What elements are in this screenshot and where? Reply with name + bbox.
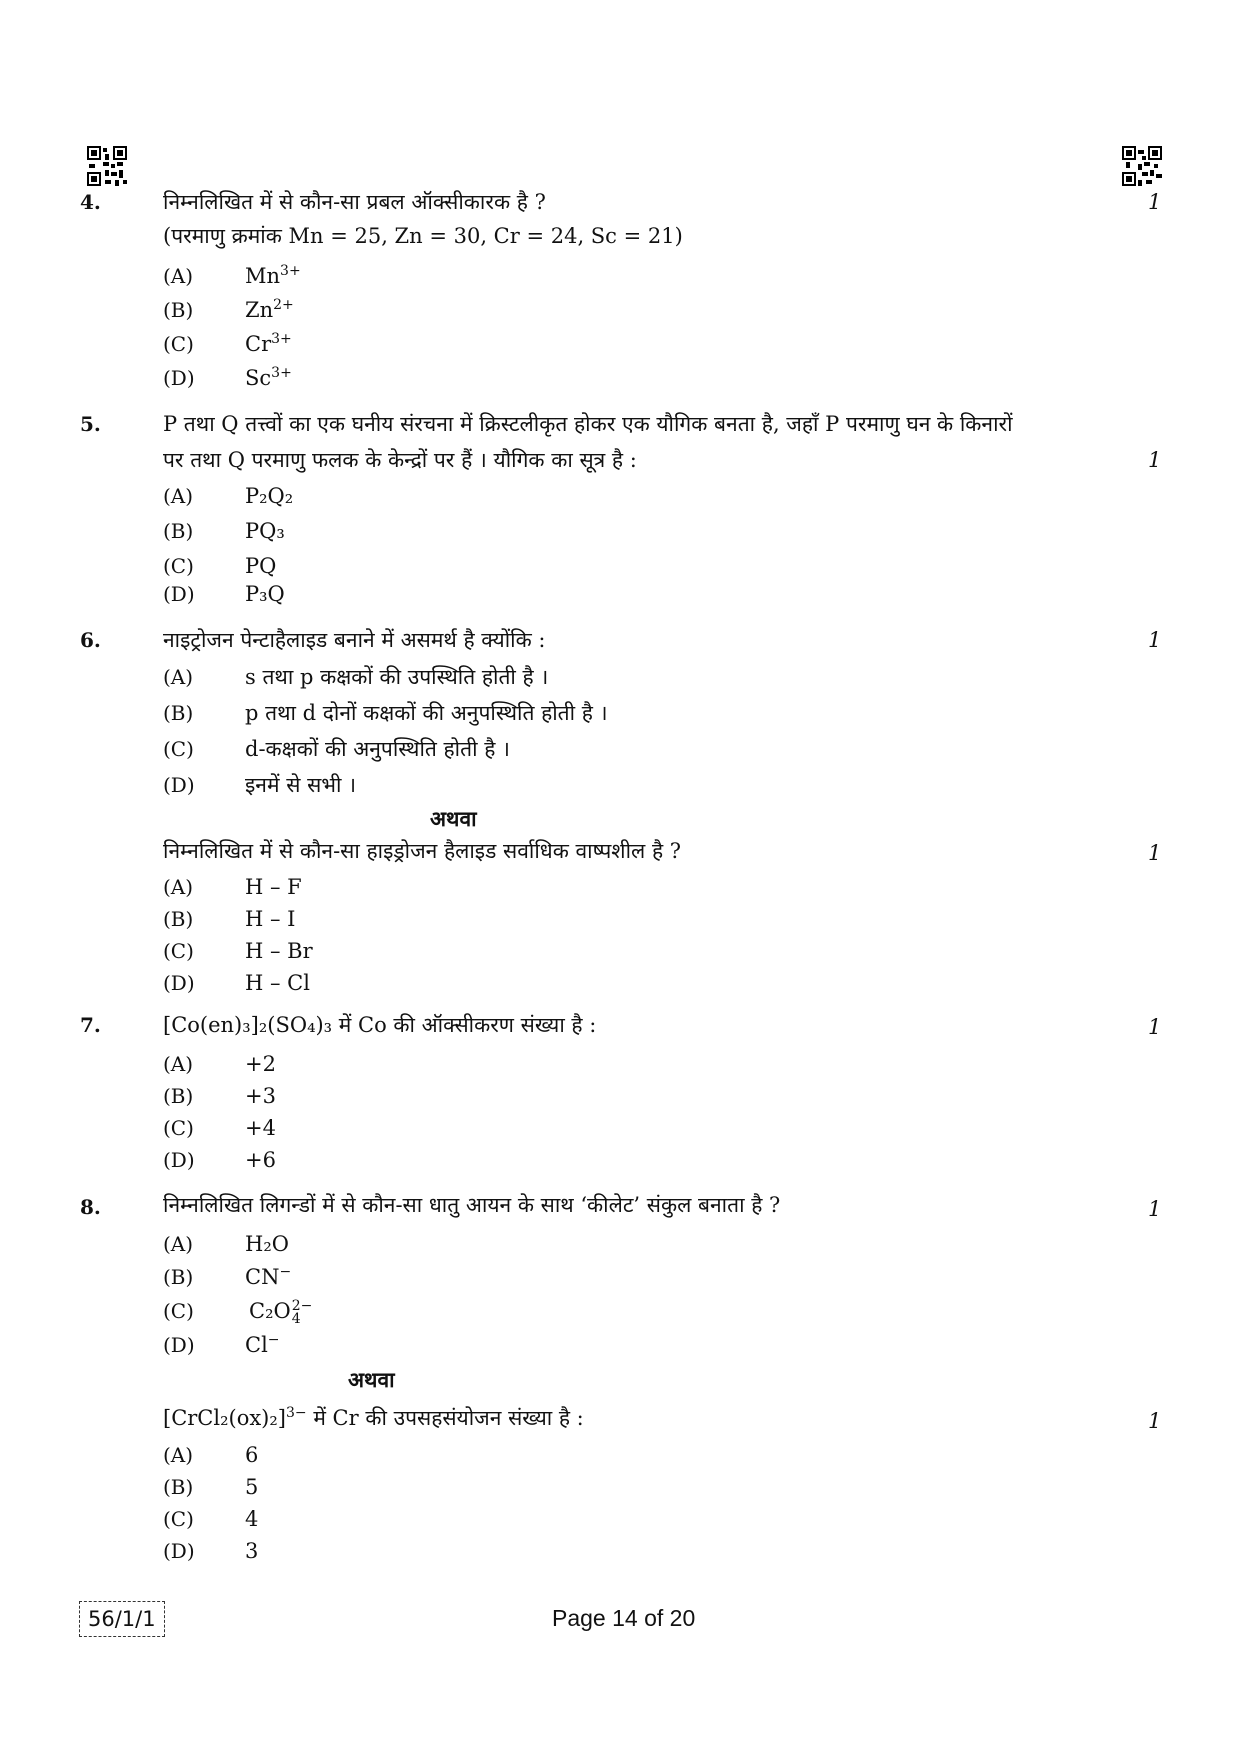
option-text: 4 [245,1507,259,1531]
question-marks: 1 [1148,448,1162,472]
option-label: (B) [163,907,194,931]
option-text: P₃Q [245,582,285,606]
option-text: +6 [245,1148,276,1172]
option-label: (B) [163,1475,194,1499]
option-label: (D) [163,366,195,390]
option-text: C₂O 2− 4 [249,1297,313,1327]
option-label: (A) [163,875,194,899]
option-text: इनमें से सभी । [245,773,357,797]
question-number: 6. [80,628,101,652]
page-number: Page 14 of 20 [552,1605,696,1631]
option-text: p तथा d दोनों कक्षकों की अनुपस्थिति होती है । [245,701,608,725]
question-number: 8. [80,1195,101,1219]
question-stem: नाइट्रोजन पेन्टाहैलाइड बनाने में असमर्थ है क्योंकि : [163,628,546,652]
option-label: (C) [163,332,194,356]
option-text: PQ [245,554,277,578]
option-label: (B) [163,298,194,322]
option-label: (B) [163,519,194,543]
option-label: (B) [163,701,194,725]
question-marks: 1 [1148,1197,1162,1221]
option-label: (C) [163,554,194,578]
question-stem: P तथा Q तत्त्वों का एक घनीय संरचना में क्रिस्टलीकृत होकर एक यौगिक बनता है, जहाँ P परमाणु घन के किनारों [163,412,1013,436]
option-label: (C) [163,1507,194,1531]
option-text: H – F [245,875,302,899]
option-label: (D) [163,773,195,797]
option-label: (B) [163,1265,194,1289]
option-label: (D) [163,971,195,995]
option-text: $Cr^{3+}$ [245,331,292,356]
option-label: (A) [163,665,194,689]
question-number: 4. [80,190,101,214]
option-text: $Sc^{3+}$ [245,365,292,390]
option-text: +2 [245,1052,276,1076]
option-label: (C) [163,737,194,761]
option-text: CN− [245,1264,292,1289]
question-number: 7. [80,1013,101,1037]
option-label: (D) [163,1148,195,1172]
option-label: (A) [163,484,194,508]
question-stem: [Co(en)₃]₂(SO₄)₃ में Co की ऑक्सीकरण संख्या है : [163,1013,597,1037]
option-text: PQ₃ [245,519,285,543]
qr-code-icon [1122,146,1162,186]
qr-code-right [1122,146,1162,186]
question-stem: पर तथा Q परमाणु फलक के केन्द्रों पर हैं । यौगिक का सूत्र है : [163,448,637,472]
paper-code: 56/1/1 [79,1601,165,1637]
option-text: +4 [245,1116,276,1140]
option-text: s तथा p कक्षकों की उपस्थिति होती है । [245,665,549,689]
option-text: H – Br [245,939,313,963]
option-label: (D) [163,1333,195,1357]
question-stem: निम्नलिखित में से कौन-सा हाइड्रोजन हैलाइड सर्वाधिक वाष्पशील है ? [163,839,682,863]
option-text: 3 [245,1539,259,1563]
option-text: $Zn^{2+}$ [245,297,294,322]
option-text: 6 [245,1443,259,1467]
question-marks: 1 [1148,1015,1162,1039]
option-text: 5 [245,1475,259,1499]
question-marks: 1 [1148,1409,1162,1433]
option-text: Cl− [245,1332,280,1357]
question-marks: 1 [1148,628,1162,652]
question-stem: निम्नलिखित में से कौन-सा प्रबल ऑक्सीकारक है ? [163,190,546,214]
question-marks: 1 [1148,841,1162,865]
option-text: H₂O [245,1232,289,1256]
or-heading: अथवा [430,806,477,831]
qr-code-icon [87,146,127,186]
or-heading: अथवा [348,1367,395,1392]
option-text: d-कक्षकों की अनुपस्थिति होती है । [245,737,510,761]
question-number: 5. [80,412,101,436]
option-label: (C) [163,1116,194,1140]
option-label: (A) [163,1232,194,1256]
option-label: (C) [163,1299,194,1323]
option-label: (C) [163,939,194,963]
option-text: H – Cl [245,971,310,995]
option-label: (B) [163,1084,194,1108]
option-label: (D) [163,582,195,606]
option-label: (A) [163,264,194,288]
option-label: (A) [163,1052,194,1076]
qr-code-left [87,146,127,186]
option-text: H – I [245,907,296,931]
question-note: (परमाणु क्रमांक Mn = 25, Zn = 30, Cr = 24, Sc = 21) [163,224,683,248]
question-stem: निम्नलिखित लिगन्डों में से कौन-सा धातु आयन के साथ ‘कीलेट’ संकुल बनाता है ? [163,1193,781,1217]
question-marks: 1 [1148,190,1162,214]
option-text: $Mn^{3+}$ [245,263,301,288]
option-label: (A) [163,1443,194,1467]
option-text: +3 [245,1084,276,1108]
option-text: P₂Q₂ [245,484,294,508]
option-label: (D) [163,1539,195,1563]
question-stem: [CrCl₂(ox)₂]$^{3-}$ में Cr की उपसहसंयोजन संख्या है : [163,1405,584,1430]
